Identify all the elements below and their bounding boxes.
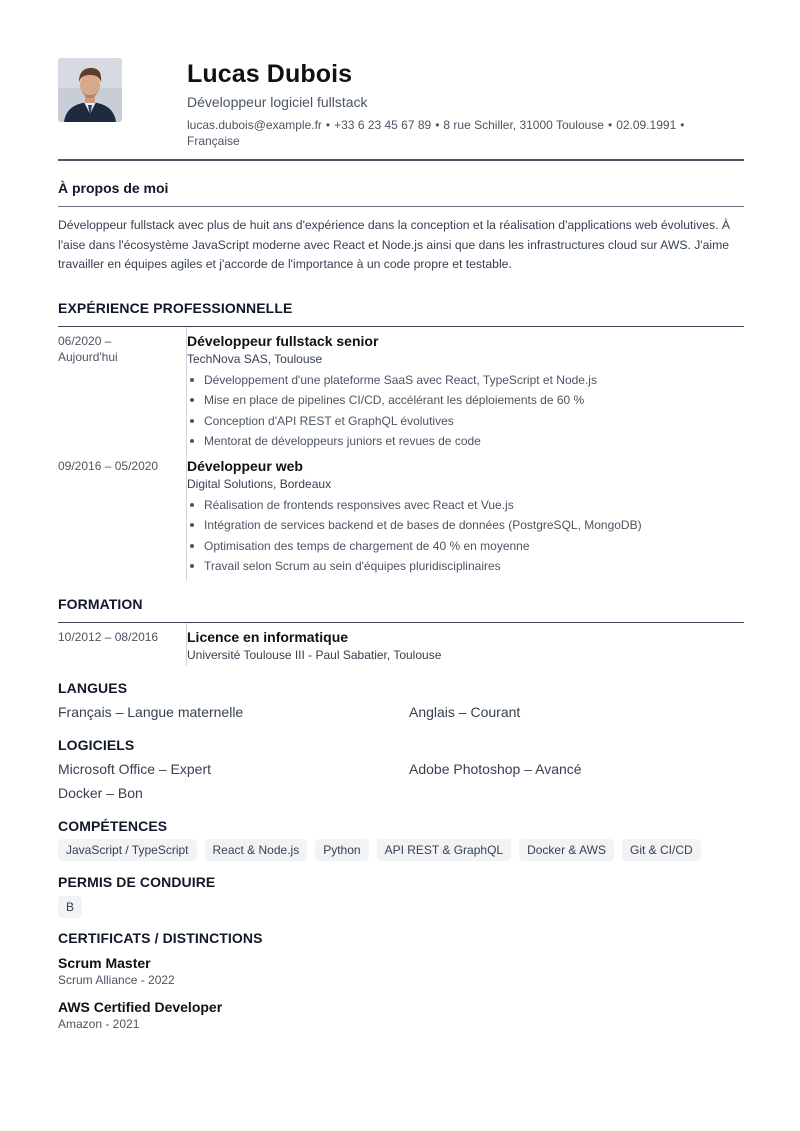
education-degree: Licence en informatique	[187, 629, 349, 645]
experience-date	[58, 458, 178, 474]
skills-heading: COMPÉTENCES	[58, 818, 168, 834]
profile-photo	[58, 58, 122, 122]
skill-tag: React & Node.js	[205, 839, 308, 861]
bullet-item: Développement d'une plateforme SaaS avec React, TypeScript et Node.js	[187, 370, 744, 390]
skill-tag: Git & CI/CD	[622, 839, 701, 861]
bullet-item: Optimisation des temps de chargement de 40 % en moyenne	[187, 536, 744, 556]
about-heading-text: À propos de moi	[58, 180, 169, 196]
experience-date	[58, 333, 178, 365]
skill-tag: Docker & AWS	[519, 839, 614, 861]
software-item: Microsoft Office – Expert	[58, 761, 212, 777]
experience-body	[187, 458, 744, 576]
skill-tag: JavaScript / TypeScript	[58, 839, 197, 861]
separator: •	[325, 118, 331, 132]
header-divider	[58, 159, 744, 161]
bullet-item: Réalisation de frontends responsives avec React et Vue.js	[187, 495, 744, 515]
license-tag: B	[58, 896, 82, 918]
certificate-detail: Amazon - 2021	[58, 1017, 140, 1031]
experience-bullets	[187, 495, 744, 576]
experience-role: Développeur web	[187, 458, 303, 474]
bullet-item: Conception d'API REST et GraphQL évolutives	[187, 411, 744, 431]
experience-role: Développeur fullstack senior	[187, 333, 379, 349]
skills-list	[58, 839, 744, 861]
experience-org: Digital Solutions, Bordeaux	[187, 477, 332, 491]
bullet-item: Intégration de services backend et de bases de données (PostgreSQL, MongoDB)	[187, 515, 744, 535]
skill-tag: Python	[315, 839, 368, 861]
certificates-heading: CERTIFICATS / DISTINCTIONS	[58, 930, 263, 946]
phone: +33 6 23 45 67 89	[334, 118, 432, 132]
experience-bullets	[187, 370, 744, 451]
separator: •	[680, 118, 685, 132]
experience-body	[187, 333, 744, 451]
license-list	[58, 896, 744, 918]
email: lucas.dubois@example.fr	[187, 118, 322, 132]
education-school: Université Toulouse III - Paul Sabatier, Toulouse	[187, 648, 442, 662]
separator: •	[607, 118, 613, 132]
certificate-detail: Scrum Alliance - 2022	[58, 973, 175, 987]
profile-photo-image	[58, 58, 122, 122]
bullet-item: Travail selon Scrum au sein d'équipes pluridisciplinaires	[187, 556, 744, 576]
education-body	[187, 629, 744, 663]
certificate-name: AWS Certified Developer	[58, 999, 223, 1015]
resume-header	[58, 58, 744, 158]
language-item: Anglais – Courant	[409, 704, 521, 720]
about-text: Développeur fullstack avec plus de huit ans d'expérience dans la conception et la réalisation d'applications web évolutives. À l'aise dans l'écosystème JavaScript moderne avec React et Node.js ainsi que dans les infrastructures cloud sur AWS. J'aime travailler en équipes agiles et j'accorde de l'importance à un code propre et testable.	[58, 218, 730, 271]
nationality: Française	[187, 134, 240, 148]
language-item: Français – Langue maternelle	[58, 704, 244, 720]
license-heading: PERMIS DE CONDUIRE	[58, 874, 216, 890]
birthdate: 02.09.1991	[616, 118, 677, 132]
separator: •	[435, 118, 440, 132]
education-heading: FORMATION	[58, 596, 143, 612]
resume-page	[58, 58, 744, 1031]
header-text	[187, 59, 744, 149]
education-date: 10/2012 – 08/2016	[58, 630, 159, 644]
about-heading	[58, 172, 744, 207]
skill-tag: API REST & GraphQL	[377, 839, 512, 861]
experience-org: TechNova SAS, Toulouse	[187, 352, 323, 366]
software-heading: LOGICIELS	[58, 737, 135, 753]
software-item: Adobe Photoshop – Avancé	[409, 761, 582, 777]
contact-line	[187, 117, 744, 149]
date-line: 06/2020 –	[58, 334, 112, 348]
experience-heading: EXPÉRIENCE PROFESSIONNELLE	[58, 300, 293, 316]
bullet-item: Mise en place de pipelines CI/CD, accélérant les déploiements de 60 %	[187, 390, 744, 410]
bullet-item: Mentorat de développeurs juniors et revues de code	[187, 431, 744, 451]
software-item: Docker – Bon	[58, 785, 143, 801]
languages-heading: LANGUES	[58, 680, 128, 696]
date-line: 09/2016 – 05/2020	[58, 459, 159, 473]
date-line: Aujourd'hui	[58, 350, 118, 364]
education-divider	[58, 622, 744, 623]
experience-divider	[58, 326, 744, 327]
address: 8 rue Schiller, 31000 Toulouse	[443, 118, 604, 132]
certificate-name: Scrum Master	[58, 955, 151, 971]
job-title: Développeur logiciel fullstack	[187, 94, 368, 110]
person-name: Lucas Dubois	[187, 60, 353, 88]
